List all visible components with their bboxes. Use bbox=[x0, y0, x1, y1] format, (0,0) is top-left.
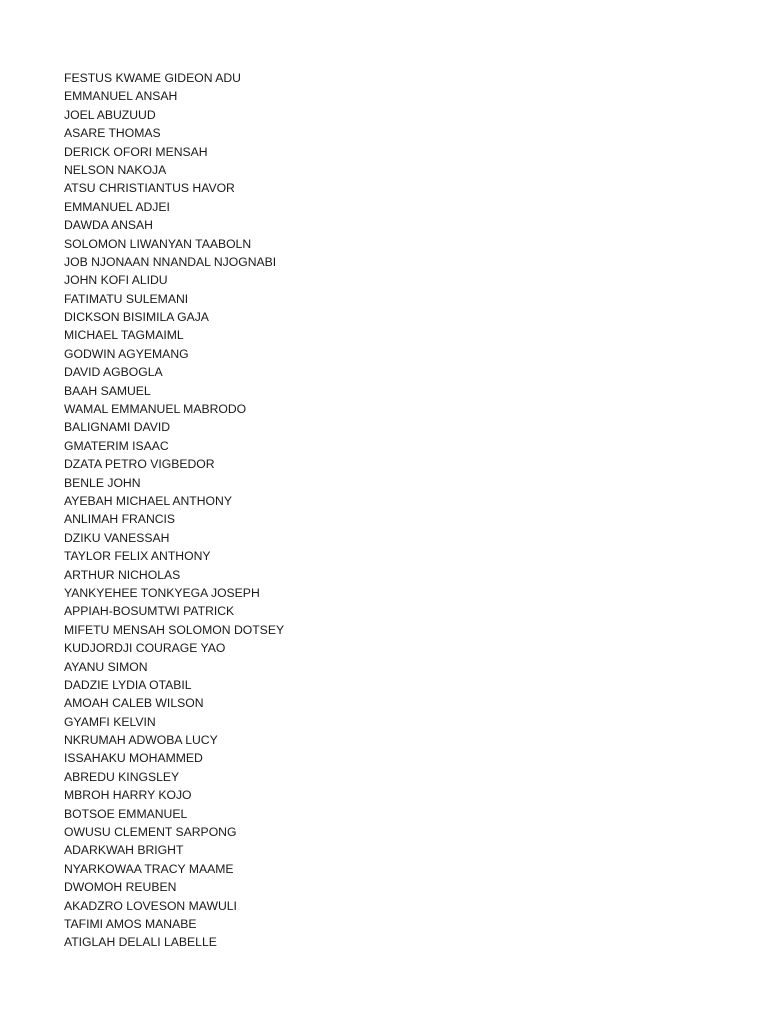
name-entry: KUDJORDJI COURAGE YAO bbox=[64, 641, 226, 656]
name-entry: BOTSOE EMMANUEL bbox=[64, 806, 188, 821]
name-entry: ATIGLAH DELALI LABELLE bbox=[64, 935, 217, 950]
name-entry: ATSU CHRISTIANTUS HAVOR bbox=[64, 181, 235, 196]
name-list bbox=[64, 69, 284, 952]
name-entry: AYEBAH MICHAEL ANTHONY bbox=[64, 493, 232, 508]
name-entry: NELSON NAKOJA bbox=[64, 162, 167, 177]
name-entry: ASARE THOMAS bbox=[64, 126, 161, 141]
name-entry: AYANU SIMON bbox=[64, 659, 148, 674]
name-entry: TAYLOR FELIX ANTHONY bbox=[64, 549, 211, 564]
name-entry: DERICK OFORI MENSAH bbox=[64, 144, 208, 159]
name-entry: NYARKOWAA TRACY MAAME bbox=[64, 861, 234, 876]
name-entry: APPIAH-BOSUMTWI PATRICK bbox=[64, 604, 235, 619]
name-entry: FESTUS KWAME GIDEON ADU bbox=[64, 71, 241, 85]
name-entry: JOB NJONAAN NNANDAL NJOGNABI bbox=[64, 254, 277, 269]
name-entry: DAVID AGBOGLA bbox=[64, 365, 163, 380]
name-entry: GODWIN AGYEMANG bbox=[64, 346, 189, 361]
name-entry: SOLOMON LIWANYAN TAABOLN bbox=[64, 236, 252, 251]
name-entry: DZATA PETRO VIGBEDOR bbox=[64, 457, 215, 472]
name-entry: DWOMOH REUBEN bbox=[64, 880, 177, 895]
name-entry: ADARKWAH BRIGHT bbox=[64, 843, 184, 858]
name-entry: TAFIMI AMOS MANABE bbox=[64, 916, 197, 931]
name-entry: OWUSU CLEMENT SARPONG bbox=[64, 825, 237, 840]
name-entry: DICKSON BISIMILA GAJA bbox=[64, 310, 209, 325]
name-entry: FATIMATU SULEMANI bbox=[64, 291, 189, 306]
name-entry: JOEL ABUZUUD bbox=[64, 107, 156, 122]
name-entry: JOHN KOFI ALIDU bbox=[64, 273, 168, 288]
name-entry: WAMAL EMMANUEL MABRODO bbox=[64, 402, 247, 417]
name-entry: MICHAEL TAGMAIML bbox=[64, 328, 184, 343]
name-entry: AKADZRO LOVESON MAWULI bbox=[64, 898, 237, 913]
name-entry: EMMANUEL ADJEI bbox=[64, 199, 170, 214]
name-entry: AMOAH CALEB WILSON bbox=[64, 696, 204, 711]
name-entry: BENLE JOHN bbox=[64, 475, 141, 490]
name-entry: DAWDA ANSAH bbox=[64, 218, 153, 233]
name-entry: MBROH HARRY KOJO bbox=[64, 788, 192, 803]
name-entry: GMATERIM ISAAC bbox=[64, 438, 169, 453]
name-entry: NKRUMAH ADWOBA LUCY bbox=[64, 733, 218, 748]
name-entry: DZIKU VANESSAH bbox=[64, 530, 170, 545]
name-entry: ANLIMAH FRANCIS bbox=[64, 512, 176, 527]
name-entry: ISSAHAKU MOHAMMED bbox=[64, 751, 203, 766]
name-entry: DADZIE LYDIA OTABIL bbox=[64, 677, 192, 692]
name-entry: ARTHUR NICHOLAS bbox=[64, 567, 181, 582]
name-entry: MIFETU MENSAH SOLOMON DOTSEY bbox=[64, 622, 285, 637]
name-entry: GYAMFI KELVIN bbox=[64, 714, 156, 729]
name-entry: BALIGNAMI DAVID bbox=[64, 420, 171, 435]
name-entry: YANKYEHEE TONKYEGA JOSEPH bbox=[64, 585, 260, 600]
name-entry: EMMANUEL ANSAH bbox=[64, 89, 178, 104]
name-entry: ABREDU KINGSLEY bbox=[64, 769, 180, 784]
name-entry: BAAH SAMUEL bbox=[64, 383, 151, 398]
